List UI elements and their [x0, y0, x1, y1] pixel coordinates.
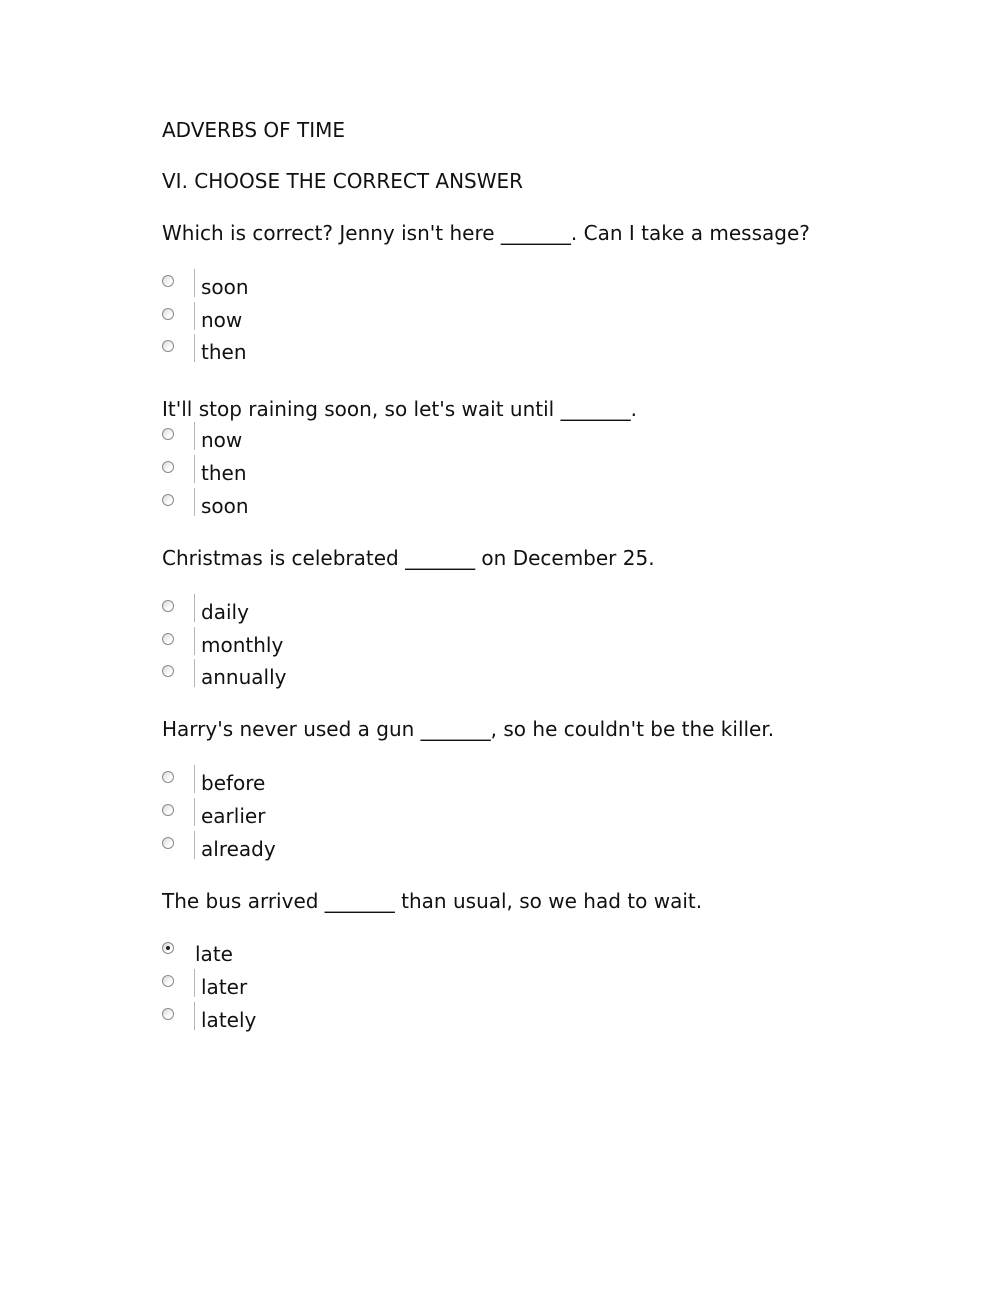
question-2-text: It'll stop raining soon, so let's wait until _______. — [162, 397, 637, 421]
radio-button[interactable] — [162, 975, 174, 987]
option-label: annually — [201, 665, 287, 689]
radio-button[interactable] — [162, 837, 174, 849]
option-divider — [194, 302, 195, 330]
option-label: already — [201, 837, 276, 861]
option-label: monthly — [201, 633, 284, 657]
radio-button[interactable] — [162, 275, 174, 287]
option-divider — [194, 1002, 195, 1030]
option-label: late — [195, 942, 233, 966]
radio-button[interactable] — [162, 428, 174, 440]
radio-button-selected[interactable] — [162, 942, 174, 954]
instruction-heading: VI. CHOOSE THE CORRECT ANSWER — [162, 169, 524, 193]
option-divider — [194, 334, 195, 362]
option-label: before — [201, 771, 266, 795]
radio-button[interactable] — [162, 600, 174, 612]
option-divider — [194, 831, 195, 859]
option-divider — [194, 455, 195, 483]
question-4-text: Harry's never used a gun _______, so he couldn't be the killer. — [162, 717, 775, 741]
option-label: later — [201, 975, 248, 999]
option-label: earlier — [201, 804, 266, 828]
option-label: daily — [201, 600, 249, 624]
question-3-text: Christmas is celebrated _______ on December 25. — [162, 546, 655, 570]
question-5-text: The bus arrived _______ than usual, so we had to wait. — [162, 889, 703, 913]
option-divider — [194, 422, 195, 450]
radio-button[interactable] — [162, 1008, 174, 1020]
option-label: lately — [201, 1008, 257, 1032]
option-divider — [194, 269, 195, 297]
option-label: now — [201, 428, 243, 452]
radio-button[interactable] — [162, 308, 174, 320]
radio-button[interactable] — [162, 665, 174, 677]
option-label: then — [201, 340, 247, 364]
option-divider — [194, 798, 195, 826]
option-label: soon — [201, 275, 249, 299]
option-label: then — [201, 461, 247, 485]
radio-button[interactable] — [162, 633, 174, 645]
option-divider — [194, 765, 195, 793]
radio-button[interactable] — [162, 494, 174, 506]
worksheet-title: ADVERBS OF TIME — [162, 118, 345, 142]
option-divider — [194, 488, 195, 516]
radio-button[interactable] — [162, 340, 174, 352]
option-divider — [194, 627, 195, 655]
option-label: soon — [201, 494, 249, 518]
radio-button[interactable] — [162, 461, 174, 473]
option-divider — [194, 969, 195, 997]
question-1-text: Which is correct? Jenny isn't here _______. Can I take a message? — [162, 221, 810, 245]
radio-button[interactable] — [162, 804, 174, 816]
option-label: now — [201, 308, 243, 332]
option-divider — [194, 594, 195, 622]
option-divider — [194, 659, 195, 687]
radio-button[interactable] — [162, 771, 174, 783]
